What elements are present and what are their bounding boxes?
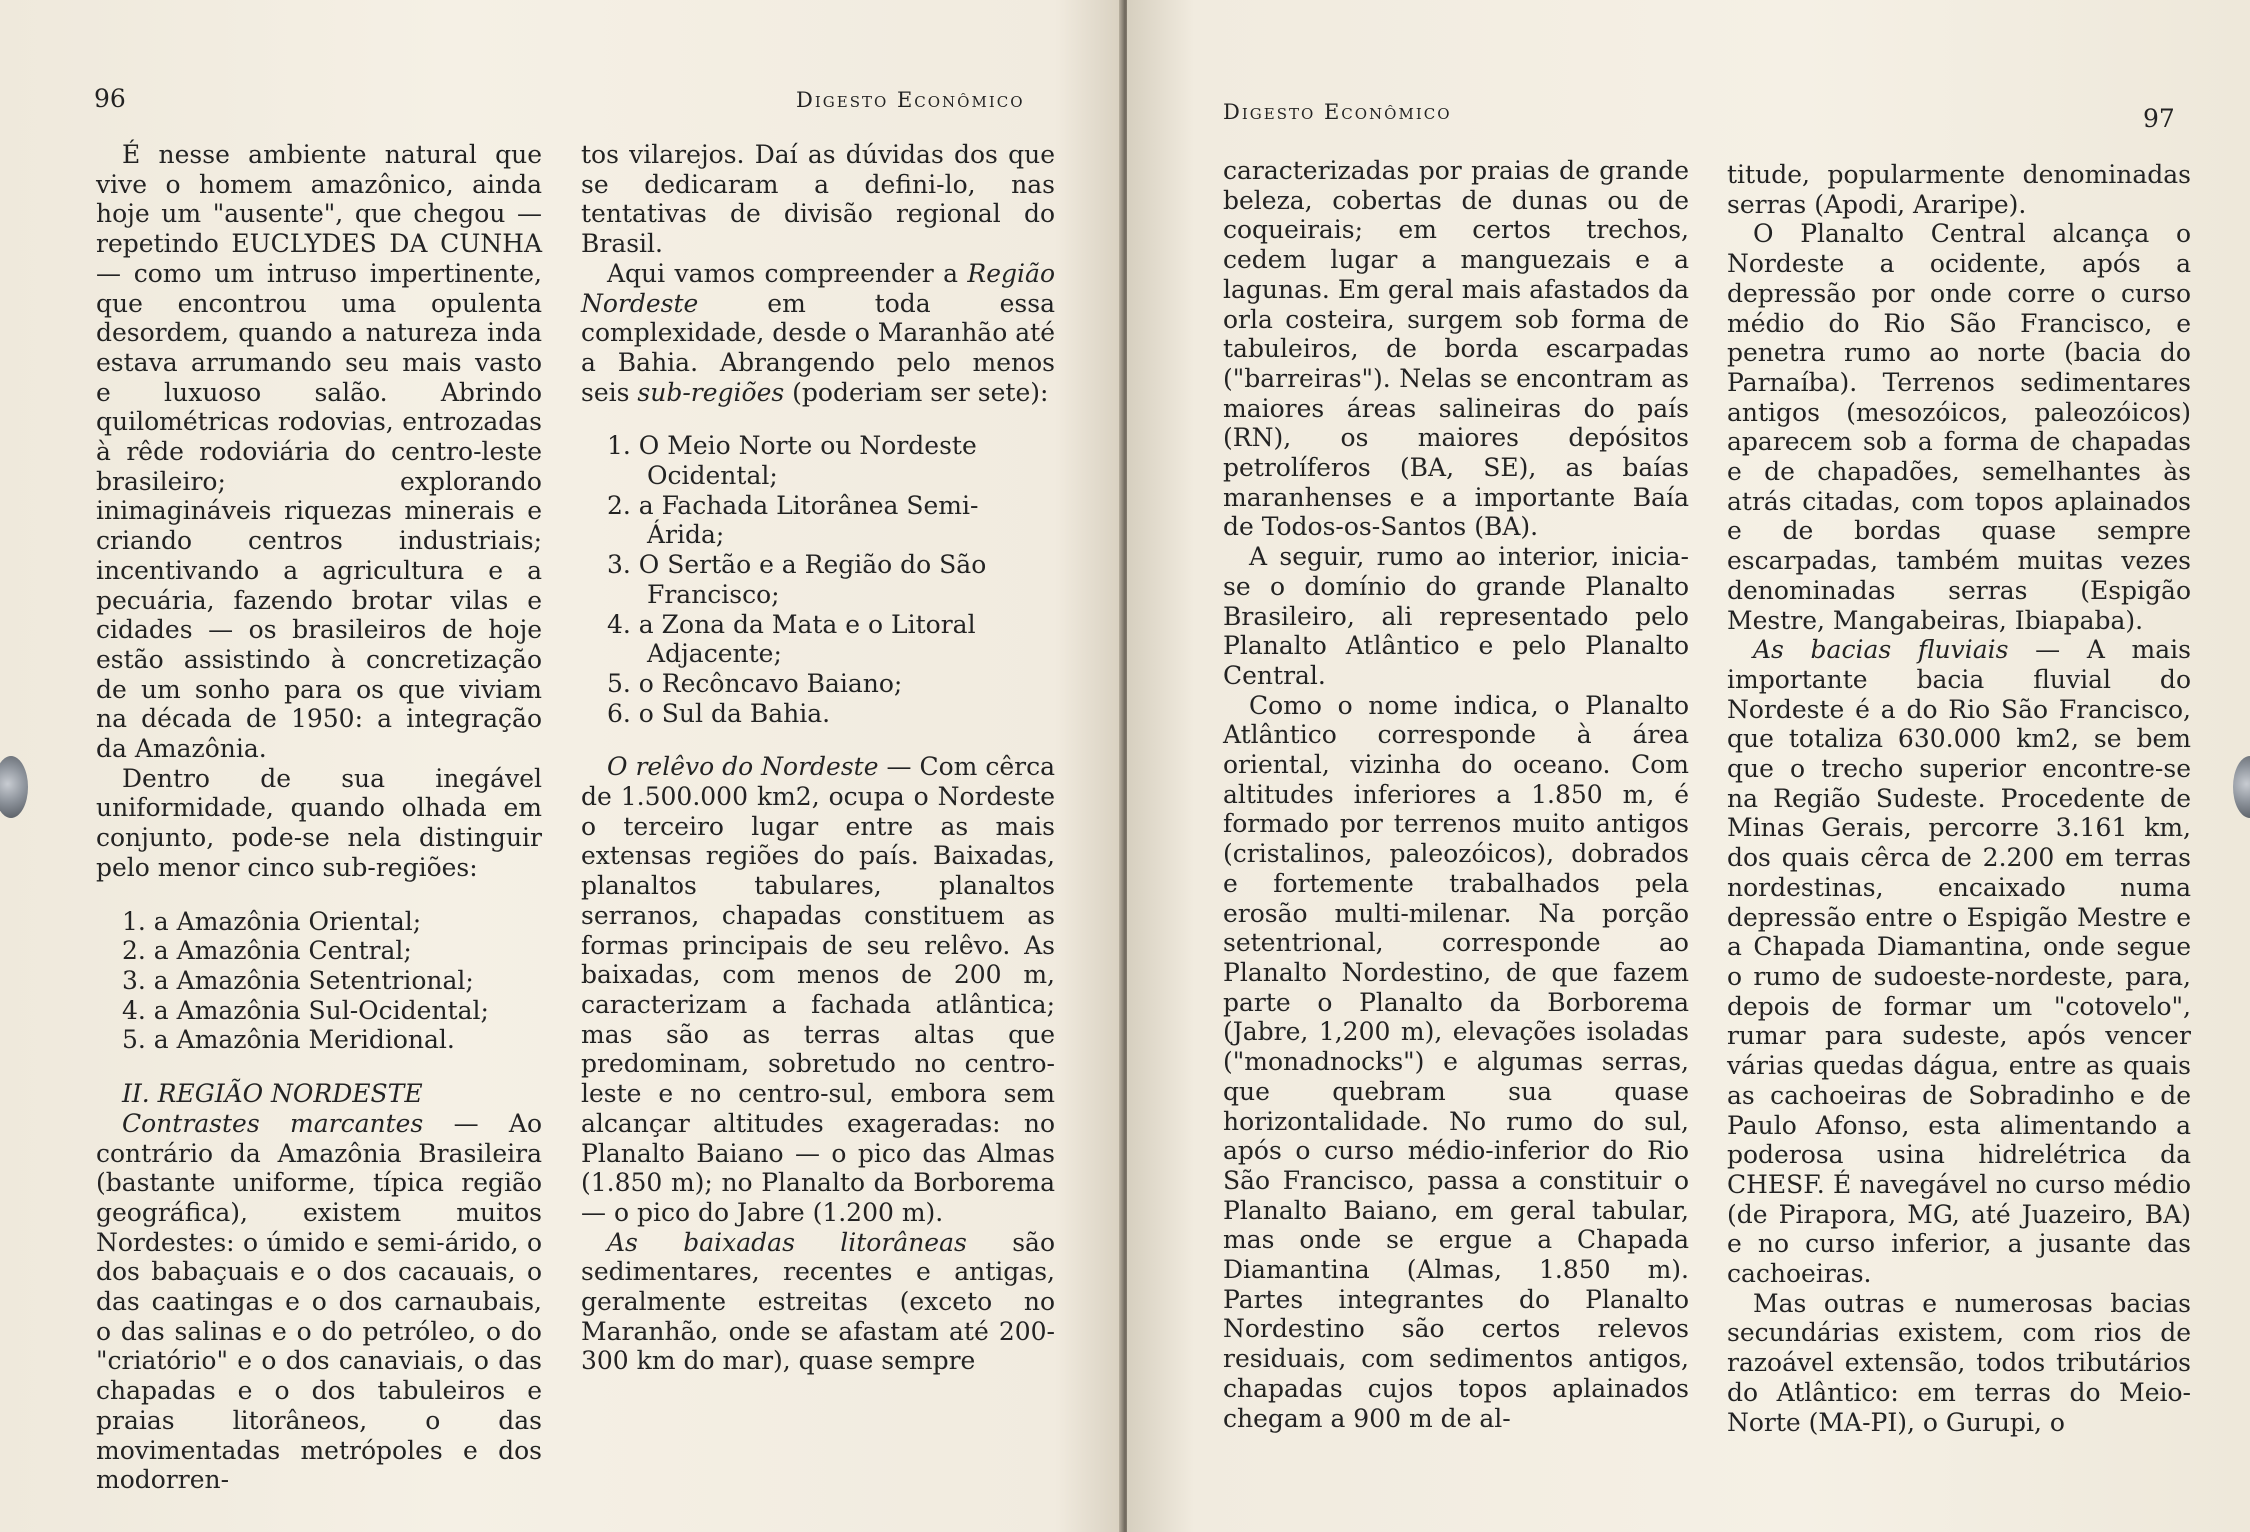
binding-hole <box>0 756 28 818</box>
binding-hole <box>2233 756 2250 818</box>
paragraph: tos vilarejos. Daí as dúvidas dos que se dedicaram a defini-lo, nas tentativas de divisão regional do Brasil. <box>581 140 1055 259</box>
left-page <box>0 0 1123 1532</box>
subheading: As baixadas litorâneas <box>607 1227 967 1257</box>
list-item: 2. a Fachada Litorânea Semi-Árida; <box>607 490 979 550</box>
list-item: 6. o Sul da Bahia. <box>607 698 831 728</box>
list-item: 5. a Amazônia Meridional. <box>122 1025 455 1055</box>
list-item: 4. a Zona da Mata e o Litoral Adjacente; <box>607 609 976 669</box>
paragraph: Dentro de sua inegável uniformidade, quando olhada em conjunto, pode-se nela distinguir pelo menor cinco sub-regiões: <box>96 763 542 882</box>
text: Aqui vamos compreender a <box>607 258 968 288</box>
subheading: O relêvo do Nordeste <box>607 752 879 782</box>
subheading: As bacias fluviais <box>1753 635 2009 665</box>
paragraph <box>96 1109 542 1495</box>
page-number: 96 <box>94 84 126 113</box>
text: — Com cêrca de 1.500.000 km2, ocupa o Nordeste o terceiro lugar entre as mais extensas regiões do país. Baixadas, planaltos tabulares, planaltos serranos, chapadas constituem as formas principais de seu relêvo. As baixadas, com menos de 200 m, caracterizam a fachada atlântica; mas são as terras altas que predominam, sobretudo no centro-leste e no centro-sul, embora sem alcançar altitudes exageradas: no Planalto Baiano — o pico das Almas (1.850 m); no Planalto da Borborema — o pico do Jabre (1.200 m). <box>581 752 1055 1227</box>
list-item: 3. a Amazônia Setentrional; <box>122 965 474 995</box>
text: — A mais importante bacia fluvial do Nordeste é a do Rio São Francisco, que totaliza 630.000 km2, se bem que o trecho superior encontre-se na Região Sudeste. Procedente de Minas Gerais, percorre 3.161 km, dos quais cêrca de 2.200 em terras nordestinas, encaixado numa depressão entre o Espigão Mestre e a Chapada Diamantina, onde segue o rumo de sudoeste-nordeste, para, depois de formar um "cotovelo", rumar para sudeste, após vencer várias quedas dágua, entre as quais as cachoeiras de Sobradinho e de Paulo Afonso, esta alimentando a poderosa usina hidrelétrica da CHESF. É navegável no curso médio (de Pirapora, MG, até Juazeiro, BA) e no curso inferior, a jusante das cachoeiras. <box>1727 635 2191 1289</box>
subregion-list <box>581 431 1055 728</box>
paragraph <box>581 752 1055 1227</box>
list-item: 2. a Amazônia Central; <box>122 936 412 966</box>
paragraph <box>581 1228 1055 1377</box>
left-column-1 <box>96 140 542 1495</box>
emphasis: sub-regiões <box>637 377 785 407</box>
page-number: 97 <box>2143 104 2175 133</box>
list-item: 1. O Meio Norte ou Nordeste Ocidental; <box>607 431 977 491</box>
running-header: Digesto Econômico <box>796 88 1025 112</box>
running-header: Digesto Econômico <box>1223 100 1452 124</box>
paragraph: A seguir, rumo ao interior, inicia-se o domínio do grande Planalto Brasileiro, ali representado pelo Planalto Atlântico e pelo Planalto Central. <box>1223 542 1689 690</box>
paragraph: caracterizadas por praias de grande beleza, cobertas de dunas ou de coqueirais; em certos trechos, cedem lugar a manguezais e a lagunas. Em geral mais afastados da orla costeira, surgem sob forma de tabuleiros, de borda escarpadas ("barreiras"). Nelas se encontram as maiores áreas salineiras do país (RN), os maiores depósitos petrolíferos (BA, SE), as baías maranhenses e a importante Baía de Todos-os-Santos (BA). <box>1223 156 1689 542</box>
paragraph: Mas outras e numerosas bacias secundárias existem, com rios de razoável extensão, todos tributários do Atlântico: em terras do Meio-Norte (MA-PI), o Gurupi, o <box>1727 1288 2191 1437</box>
paragraph: É nesse ambiente natural que vive o homem amazônico, ainda hoje um "ausente", que chegou — repetindo EUCLYDES DA CUNHA — como um intruso impertinente, que encontrou uma opulenta desordem, quando a natureza inda estava arrumando seu mais vasto e luxuoso salão. Abrindo quilométricas rodovias, entrozadas à rêde rodoviária do centro-leste brasileiro; explorando inimagináveis riquezas minerais e criando centros industriais; incentivando a agricultura e a pecuária, fazendo brotar vilas e cidades — os brasileiros de hoje estão assistindo à concretização de um sonho para os que viviam na década de 1950: a integração da Amazônia. <box>96 140 542 764</box>
right-page <box>1127 0 2250 1532</box>
right-column-2 <box>1727 160 2191 1437</box>
list-item: 4. a Amazônia Sul-Ocidental; <box>122 995 489 1025</box>
paragraph: Como o nome indica, o Planalto Atlântico corresponde à área oriental, vizinha do oceano. Com altitudes inferiores a 1.850 m, é formado por terrenos muito antigos (cristalinos, paleozóicos), dobrados e fortemente trabalhados pela erosão multi-milenar. Na porção setentrional, corresponde ao Planalto Nordestino, de que fazem parte o Planalto da Borborema (Jabre, 1,200 m), elevações isoladas ("monadnocks") e algumas serras, que quebram sua quase horizontalidade. No rumo do sul, após o curso médio-inferior do Rio São Francisco, passa a constituir o Planalto Baiano, em geral tabular, mas onde se ergue a Chapada Diamantina (Almas, 1.850 m). Partes integrantes do Planalto Nordestino são certos relevos residuais, com sedimentos antigos, chapadas cujos topos aplainados chegam a 900 m de al- <box>1223 690 1689 1433</box>
text: são sedimentares, recentes e antigas, geralmente estreitas (exceto no Maranhão, onde se afastam até 200-300 km do mar), quase sempre <box>581 1227 1055 1376</box>
section-heading: II. REGIÃO NORDESTE <box>122 1079 423 1109</box>
subheading: Contrastes marcantes <box>122 1108 424 1138</box>
paragraph-text: — Ao contrário da Amazônia Brasileira (bastante uniforme, típica região geográfica), existem muitos Nordestes: o úmido e semi-árido, o dos babaçuais e o dos cacauais, o das caatingas e o dos carnaubais, o das salinas e o do petróleo, o do "criatório" e o dos canaviais, o das chapadas e o dos tabuleiros e praias litorâneos, o das movimentadas metrópoles e dos modorren- <box>96 1108 542 1495</box>
subregion-list <box>96 907 542 1056</box>
emphasis: Região Nordeste <box>581 258 1055 318</box>
list-item: 1. a Amazônia Oriental; <box>122 906 422 936</box>
right-column-1 <box>1223 156 1689 1433</box>
paragraph: O Planalto Central alcança o Nordeste a ocidente, após a depressão por onde corre o curso médio do Rio São Francisco, e penetra rumo ao norte (bacia do Parnaíba). Terrenos sedimentares antigos (mesozóicos, paleozóicos) aparecem sob a forma de chapadas e de chapadões, semelhantes às atrás citadas, com topos aplainados e de bordas quase sempre escarpadas, também muitas vezes denominadas serras (Espigão Mestre, Mangabeiras, Ibiapaba). <box>1727 219 2191 635</box>
text: (poderiam ser sete): <box>784 377 1049 407</box>
paragraph <box>581 259 1055 408</box>
list-item: 5. o Recôncavo Baiano; <box>607 668 903 698</box>
left-column-2 <box>581 140 1055 1376</box>
paragraph: titude, popularmente denominadas serras (Apodi, Araripe). <box>1727 160 2191 219</box>
list-item: 3. O Sertão e a Região do São Francisco; <box>607 550 987 609</box>
text: em toda essa complexidade, desde o Maranhão até a Bahia. Abrangendo pelo menos seis <box>581 288 1055 407</box>
paragraph <box>1727 635 2191 1288</box>
